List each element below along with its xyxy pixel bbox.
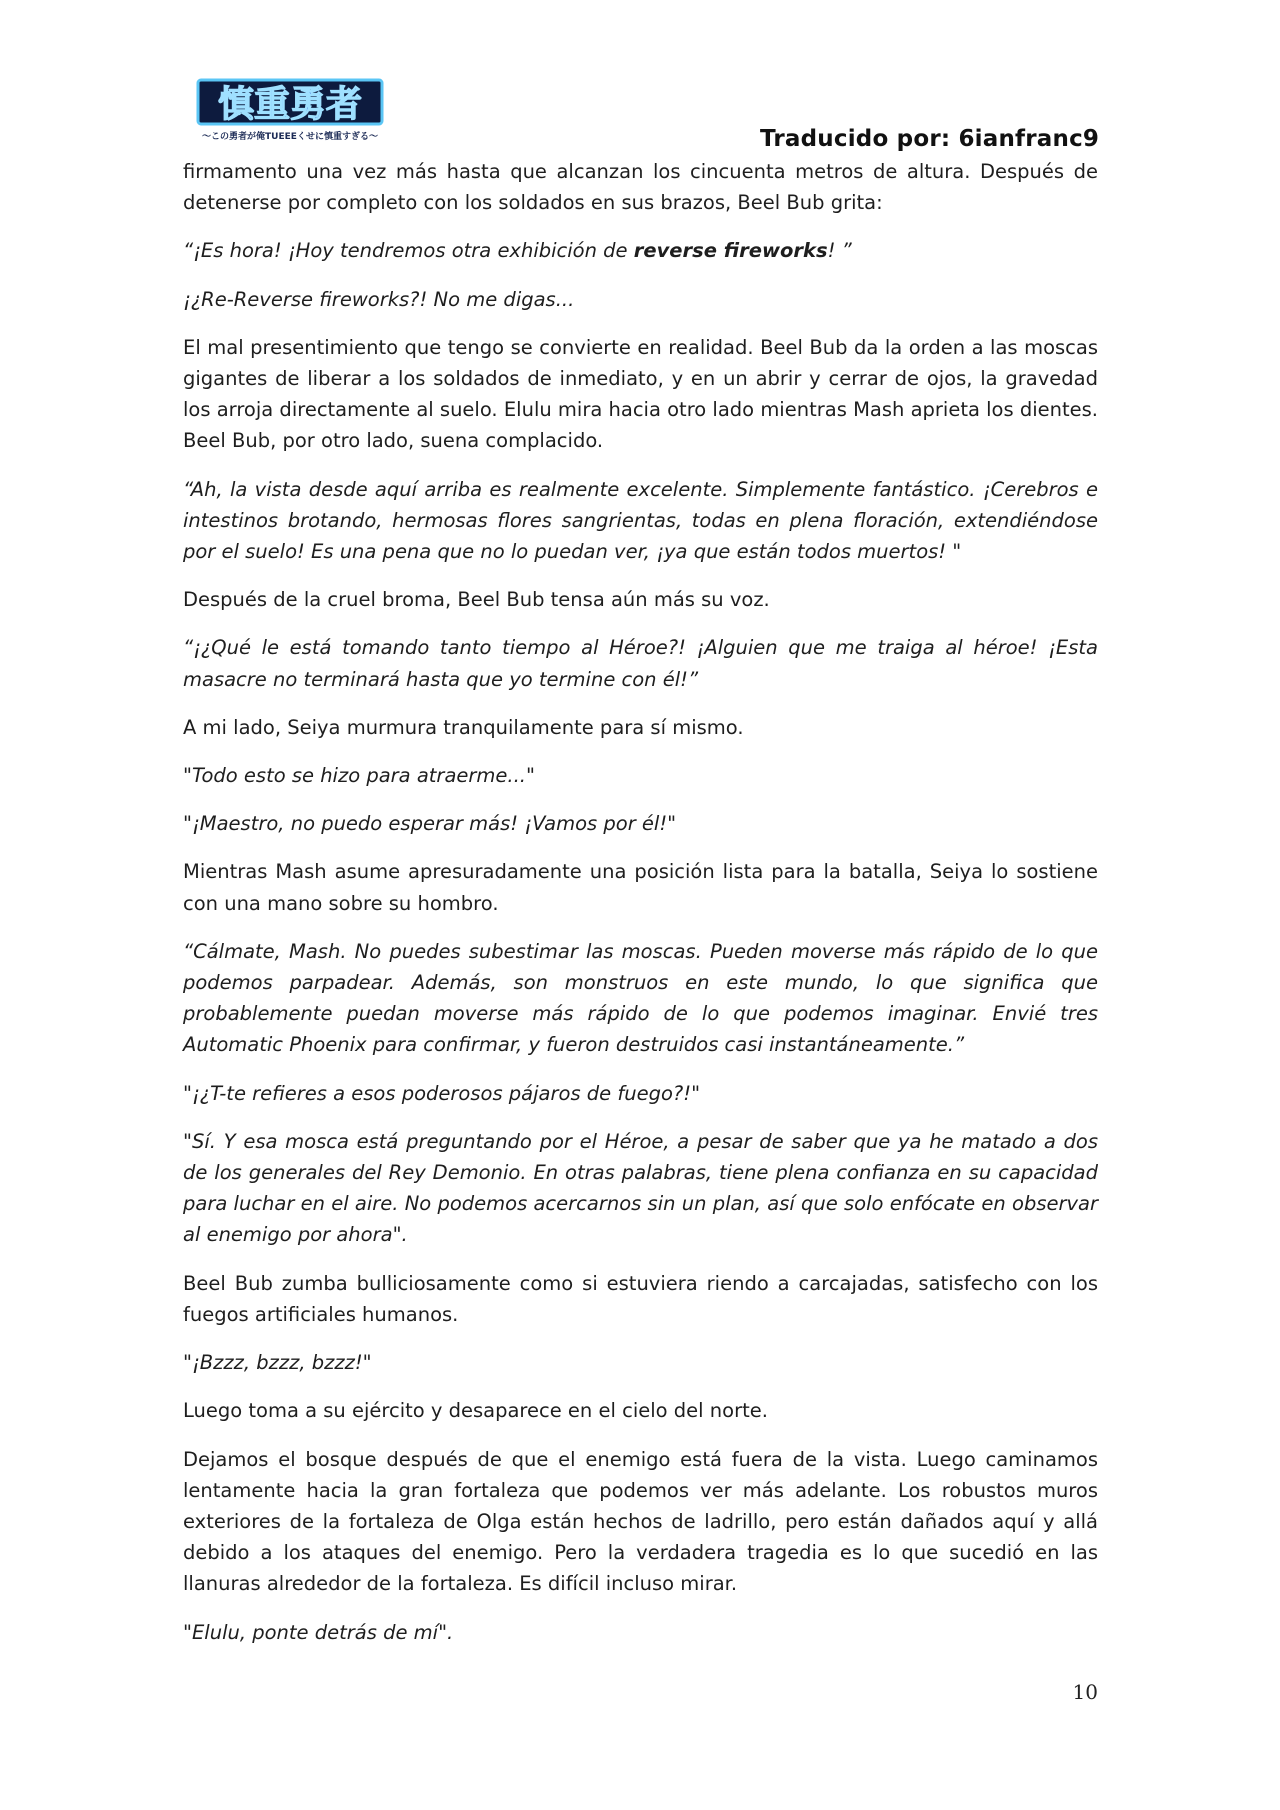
- document-body: [183, 156, 1098, 1665]
- dialogue-paragraph: "¡Maestro, no puedo esperar más! ¡Vamos por él!": [183, 812, 677, 836]
- narrative-paragraph: Mientras Mash asume apresuradamente una posición lista para la batalla, Seiya lo sostiene con una mano sobre su hombro.: [183, 860, 1098, 915]
- dialogue-paragraph: "Sí. Y esa mosca está preguntando por el Héroe, a pesar de saber que ya he matado a dos de los generales del Rey Demonio. En otras palabras, tiene plena confianza en su capacidad para luchar en el aire. No podemos acercarnos sin un plan, así que solo enfócate en observar al enemigo por ahora".: [183, 1129, 1098, 1247]
- dialogue-paragraph: “¡¿Qué le está tomando tanto tiempo al Héroe?! ¡Alguien que me traiga al héroe! ¡Esta masacre no terminará hasta que yo termine con él!”: [183, 636, 1098, 691]
- narrative-paragraph: Luego toma a su ejército y desaparece en el cielo del norte.: [183, 1399, 768, 1423]
- page-number: 10: [1072, 1680, 1098, 1704]
- dialogue-paragraph: ¡¿Re-Reverse fireworks?! No me digas...: [183, 287, 575, 311]
- narrative-paragraph: Después de la cruel broma, Beel Bub tensa aún más su voz.: [183, 588, 770, 612]
- paragraph-text: ! ”: [827, 239, 852, 263]
- narrative-paragraph: firmamento una vez más hasta que alcanzan los cincuenta metros de altura. Después de detenerse por completo con los soldados en sus brazos, Beel Bub grita:: [183, 160, 1098, 215]
- narrative-paragraph: El mal presentimiento que tengo se convierte en realidad. Beel Bub da la orden a las moscas gigantes de liberar a los soldados de inmediato, y en un abrir y cerrar de ojos, la gravedad los arroja directamente al suelo. Elulu mira hacia otro lado mientras Mash aprieta los dientes. Beel Bub, por otro lado, suena complacido.: [183, 335, 1098, 453]
- logo-subtitle: 〜この勇者が俺TUEEEくせに慎重すぎる〜: [202, 132, 378, 142]
- dialogue-paragraph: "Elulu, ponte detrás de mí".: [183, 1620, 454, 1644]
- translator-credit: Traducido por: 6ianfranc9: [760, 126, 1100, 152]
- dialogue-paragraph: “Ah, la vista desde aquí arriba es realmente excelente. Simplemente fantástico. ¡Cerebros e intestinos brotando, hermosas flores sangrientas, todas en plena floración, extendiéndose por el suelo! Es una pena que no lo puedan ver, ¡ya que están todos muertos! ": [183, 477, 1098, 564]
- series-logo: [196, 78, 384, 144]
- dialogue-paragraph: [183, 235, 1098, 266]
- dialogue-paragraph: "¡Bzzz, bzzz, bzzz!": [183, 1351, 372, 1375]
- dialogue-paragraph: "Todo esto se hizo para atraerme...": [183, 764, 535, 788]
- paragraph-text: “¡Es hora! ¡Hoy tendremos otra exhibición de: [183, 239, 634, 263]
- emphasis-text: reverse fireworks: [633, 239, 828, 263]
- dialogue-paragraph: "¡¿T-te refieres a esos poderosos pájaros de fuego?!": [183, 1081, 701, 1105]
- narrative-paragraph: A mi lado, Seiya murmura tranquilamente para sí mismo.: [183, 715, 744, 739]
- narrative-paragraph: Dejamos el bosque después de que el enemigo está fuera de la vista. Luego caminamos lentamente hacia la gran fortaleza que podemos ver más adelante. Los robustos muros exteriores de la fortaleza de Olga están hechos de ladrillo, pero están dañados aquí y allá debido a los ataques del enemigo. Pero la verdadera tragedia es lo que sucedió en las llanuras alrededor de la fortaleza. Es difícil incluso mirar.: [183, 1447, 1098, 1596]
- logo-text: 慎重勇者: [217, 84, 363, 125]
- dialogue-paragraph: “Cálmate, Mash. No puedes subestimar las moscas. Pueden moverse más rápido de lo que podemos parpadear. Además, son monstruos en este mundo, lo que significa que probablemente puedan moverse más rápido de lo que podemos imaginar. Envié tres Automatic Phoenix para confirmar, y fueron destruidos casi instantáneamente.”: [183, 939, 1098, 1057]
- narrative-paragraph: Beel Bub zumba bulliciosamente como si estuviera riendo a carcajadas, satisfecho con los fuegos artificiales humanos.: [183, 1271, 1098, 1326]
